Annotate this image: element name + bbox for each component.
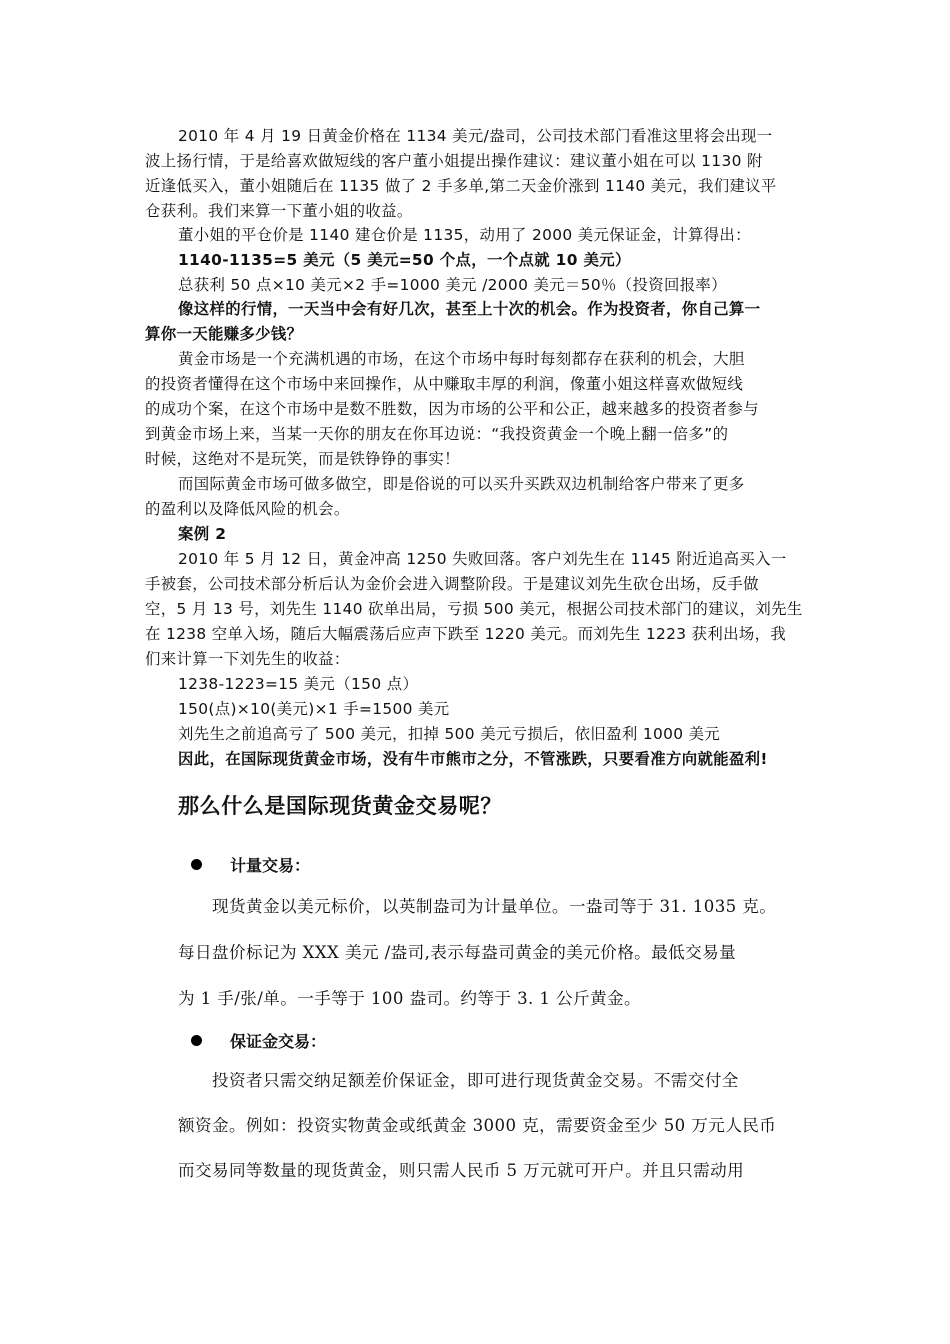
case1-p3-line2: 的投资者懂得在这个市场中来回操作，从中赚取丰厚的利润，像董小姐这样喜欢做短线: [145, 375, 744, 393]
case2-calc1: 1238-1223=15 美元（150 点）: [178, 675, 419, 693]
bullet1-line3: 为 1 手/张/单。一手等于 100 盎司。约等于 3. 1 公斤黄金。: [178, 989, 641, 1008]
case1-p3-line5: 时候，这绝对不是玩笑，而是铁铮铮的事实！: [145, 450, 460, 468]
bullet2-line2: 额资金。例如：投资实物黄金或纸黄金 3000 克，需要资金至少 50 万元人民币: [178, 1116, 777, 1135]
bullet-dot-icon: [191, 859, 202, 870]
case1-calc1: 1140-1135=5 美元（5 美元=50 个点，一个点就 10 美元）: [178, 251, 631, 269]
case2-p1-line5: 们来计算一下刘先生的收益：: [145, 650, 350, 668]
case2-note: 刘先生之前追高亏了 500 美元，扣掉 500 美元亏损后，依旧盈利 1000 美元: [178, 725, 721, 743]
case1-p1-line2: 波上扬行情，于是给喜欢做短线的客户董小姐提出操作建议：建议董小姐在可以 1130 附: [145, 152, 763, 170]
bullet2-line1: 投资者只需交纳足额差价保证金，即可进行现货黄金交易。不需交付全: [212, 1071, 739, 1090]
case1-p3-line4: 到黄金市场上来，当某一天你的朋友在你耳边说：“我投资黄金一个晚上翻一倍多”的: [145, 425, 729, 443]
case2-p1-line1: 2010 年 5 月 12 日，黄金冲高 1250 失败回落。客户刘先生在 1145 附近追高买入一: [178, 550, 787, 568]
case1-question-line1: 像这样的行情，一天当中会有好几次，甚至上十次的机会。作为投资者，你自己算一: [178, 300, 761, 318]
case2-p1-line3: 空，5 月 13 号，刘先生 1140 砍单出局，亏损 500 美元，根据公司技术部门的建议，刘先生: [145, 600, 803, 618]
case1-calc2: 总获利 50 点×10 美元×2 手=1000 美元 /2000 美元＝50％（投资回报率）: [178, 276, 727, 294]
bullet2-line3: 而交易同等数量的现货黄金，则只需人民币 5 万元就可开户。并且只需动用: [178, 1161, 745, 1180]
case2-title: 案例 2: [178, 525, 227, 543]
case2-p1-line2: 手被套，公司技术部分析后认为金价会进入调整阶段。于是建议刘先生砍仓出场，反手做: [145, 575, 759, 593]
case1-p1-line1: 2010 年 4 月 19 日黄金价格在 1134 美元/盎司，公司技术部门看准这里将会出现一: [178, 127, 773, 145]
bullet1-line1: 现货黄金以美元标价，以英制盎司为计量单位。一盎司等于 31. 1035 克。: [212, 897, 777, 916]
case1-p4-line1: 而国际黄金市场可做多做空，即是俗说的可以买升买跌双边机制给客户带来了更多: [178, 475, 745, 493]
case1-p2: 董小姐的平仓价是 1140 建仓价是 1135，动用了 2000 美元保证金，计算得出：: [178, 226, 751, 244]
case1-p1-line4: 仓获利。我们来算一下董小姐的收益。: [145, 202, 413, 220]
case2-conclusion: 因此，在国际现货黄金市场，没有牛市熊市之分，不管涨跌，只要看准方向就能盈利!: [178, 750, 768, 768]
case1-question-line2: 算你一天能赚多少钱？: [145, 325, 303, 343]
bullet1-line2: 每日盘价标记为 XXX 美元 /盎司,表示每盎司黄金的美元价格。最低交易量: [178, 943, 737, 962]
case2-p1-line4: 在 1238 空单入场，随后大幅震荡后应声下跌至 1220 美元。而刘先生 1223 获利出场，我: [145, 625, 787, 643]
case1-p4-line2: 的盈利以及降低风险的机会。: [145, 500, 350, 518]
case1-p3-line3: 的成功个案，在这个市场中是数不胜数，因为市场的公平和公正，越来越多的投资者参与: [145, 400, 759, 418]
bullet2-label: 保证金交易：: [230, 1032, 327, 1051]
section-heading: 那么什么是国际现货黄金交易呢？: [178, 794, 502, 818]
case1-p1-line3: 近逢低买入，董小姐随后在 1135 做了 2 手多单,第二天金价涨到 1140 美元，我们建议平: [145, 177, 777, 195]
bullet-dot-icon: [191, 1035, 202, 1046]
bullet1-label: 计量交易：: [230, 856, 311, 875]
case1-p3-line1: 黄金市场是一个充满机遇的市场，在这个市场中每时每刻都存在获利的机会，大胆: [178, 350, 745, 368]
case2-calc2: 150(点)×10(美元)×1 手=1500 美元: [178, 700, 450, 718]
